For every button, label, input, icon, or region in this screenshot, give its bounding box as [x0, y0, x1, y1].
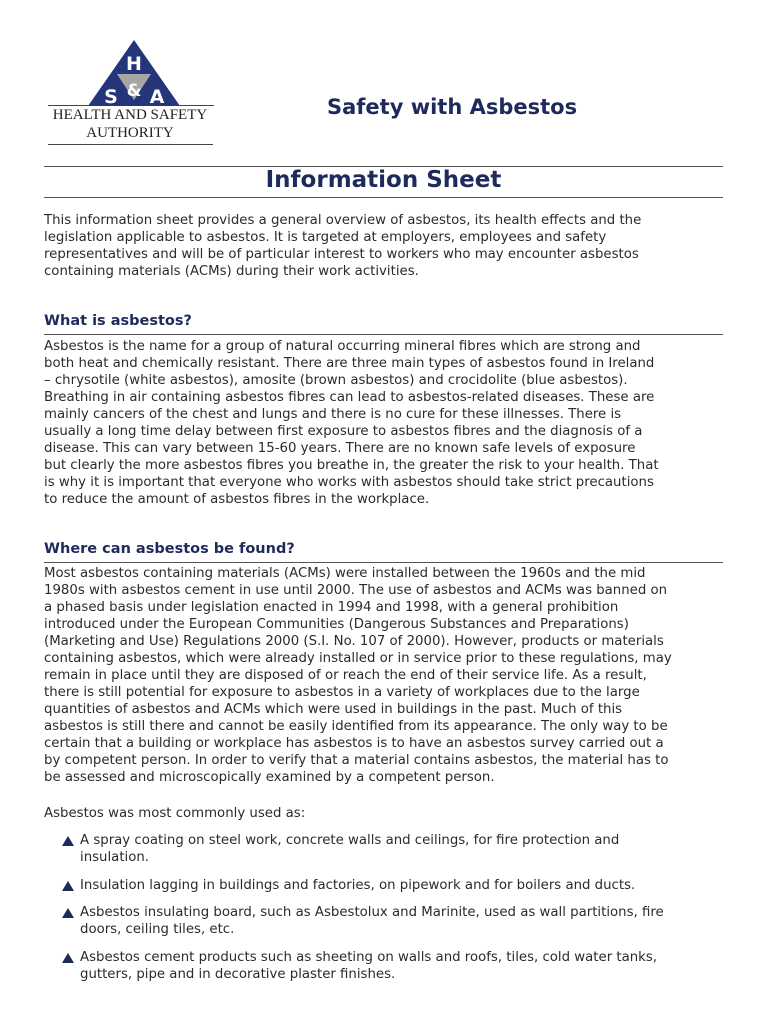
logo-rule-bottom — [48, 144, 213, 145]
text-line: insulation. — [80, 850, 150, 865]
triangle-bullet-icon — [62, 953, 74, 963]
text-line: containing asbestos, which were already installed or in service prior to these regulations, may — [44, 651, 672, 666]
text-line: – chrysotile (white asbestos), amosite (brown asbestos) and crocidolite (blue asbestos). — [44, 373, 628, 388]
text-line: is why it is important that everyone who works with asbestos should take strict precautions — [44, 475, 654, 490]
text-line: Asbestos is the name for a group of natural occurring mineral fibres which are strong and — [44, 339, 641, 354]
text-line: gutters, pipe and in decorative plaster finishes. — [80, 967, 396, 982]
document-subtitle: Information Sheet — [265, 167, 502, 193]
text-line: Insulation lagging in buildings and factories, on pipework and for boilers and ducts. — [80, 878, 636, 893]
text-line: Asbestos insulating board, such as Asbestolux and Marinite, used as wall partitions, fire — [80, 905, 664, 920]
text-line: quantities of asbestos and ACMs which were used in buildings in the past. Much of this — [44, 702, 623, 717]
text-line: representatives and will be of particular interest to workers who may encounter asbestos — [44, 247, 639, 262]
text-line: disease. This can vary between 15-60 years. There are no known safe levels of exposure — [44, 441, 636, 456]
text-line: asbestos is still there and cannot be easily identified from its appearance. The only way to be — [44, 719, 668, 734]
text-line: a phased basis under legislation enacted in 1994 and 1998, with a general prohibition — [44, 600, 619, 615]
logo-letter-s: S — [104, 86, 118, 108]
logo-rule-left — [48, 105, 90, 106]
text-line: there is still potential for exposure to asbestos in a variety of workplaces due to the large — [44, 685, 640, 700]
logo-letter-h: H — [126, 53, 142, 75]
triangle-bullet-icon — [62, 881, 74, 891]
text-line: legislation applicable to asbestos. It is targeted at employers, employees and safety — [44, 230, 607, 245]
text-line: 1980s with asbestos cement in use until 2000. The use of asbestos and ACMs was banned on — [44, 583, 668, 598]
text-line: but clearly the more asbestos fibres you breathe in, the greater the risk to your health. That — [44, 458, 659, 473]
logo-line1: HEALTH AND SAFETY — [52, 107, 208, 123]
logo-rule-right — [174, 105, 214, 106]
divider — [44, 562, 723, 563]
text-line: mainly cancers of the chest and lungs and there is no cure for these illnesses. There is — [44, 407, 622, 422]
text-line: usually a long time delay between first exposure to asbestos fibres and the diagnosis of a — [44, 424, 643, 439]
triangle-bullet-icon — [62, 836, 74, 846]
logo-line2: AUTHORITY — [86, 125, 174, 141]
text-line: containing materials (ACMs) during their work activities. — [44, 264, 419, 279]
text-line: (Marketing and Use) Regulations 2000 (S.I. No. 107 of 2000). However, products or materials — [44, 634, 664, 649]
text-line: both heat and chemically resistant. There are three main types of asbestos found in Ireland — [44, 356, 655, 371]
text-line: Breathing in air containing asbestos fibres can lead to asbestos-related diseases. These are — [44, 390, 655, 405]
logo-letter-amp: & — [126, 81, 142, 101]
uses-intro: Asbestos was most commonly used as: — [44, 806, 306, 821]
document-title: Safety with Asbestos — [327, 95, 578, 119]
divider — [44, 334, 723, 335]
text-line: to reduce the amount of asbestos fibres in the workplace. — [44, 492, 430, 507]
text-line: This information sheet provides a general overview of asbestos, its health effects and the — [44, 213, 642, 228]
triangle-bullet-icon — [62, 908, 74, 918]
divider — [44, 197, 723, 198]
text-line: Most asbestos containing materials (ACMs) were installed between the 1960s and the mid — [44, 566, 646, 581]
text-line: certain that a building or workplace has asbestos is to have an asbestos survey carried out a — [44, 736, 664, 751]
section-paragraph — [44, 565, 672, 786]
text-line: remain in place until they are disposed of or reach the end of their service life. As a result, — [44, 668, 647, 683]
text-line: A spray coating on steel work, concrete walls and ceilings, for fire protection and — [80, 833, 620, 848]
text-line: Asbestos cement products such as sheeting on walls and roofs, tiles, cold water tanks, — [80, 950, 658, 965]
text-line: be assessed and microscopically examined by a competent person. — [44, 770, 495, 785]
section-heading: What is asbestos? — [44, 313, 192, 329]
section-paragraph — [44, 338, 659, 508]
section-heading: Where can asbestos be found? — [44, 541, 295, 557]
logo-letter-a: A — [149, 86, 165, 108]
logo-triangle-icon — [86, 38, 182, 108]
hsa-logo — [44, 38, 219, 148]
text-line: doors, ceiling tiles, etc. — [80, 922, 235, 937]
text-line: by competent person. In order to verify that a material contains asbestos, the material has to — [44, 753, 669, 768]
text-line: introduced under the European Communities (Dangerous Substances and Preparations) — [44, 617, 629, 632]
intro-paragraph — [44, 212, 641, 280]
